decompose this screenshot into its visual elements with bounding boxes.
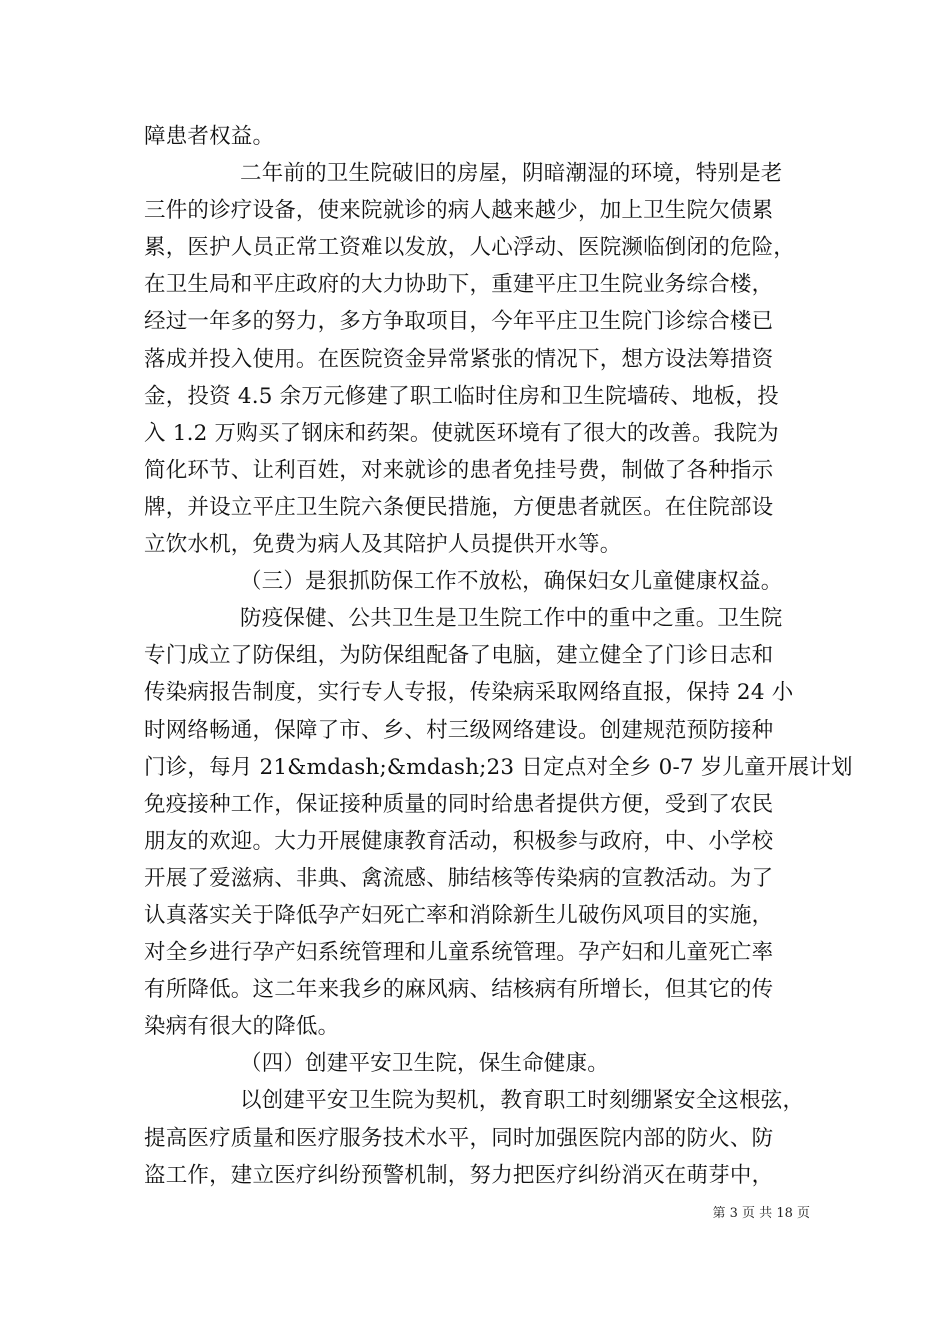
section-heading: （四）创建平安卫生院，保生命健康。 bbox=[240, 1051, 609, 1077]
text-line: 落成并投入使用。在医院资金异常紧张的情况下，想方设法筹措资 bbox=[144, 346, 774, 372]
text-line: 门诊，每月 21&mdash;&mdash;23 日定点对全乡 0-7 岁儿童开展计划 bbox=[144, 754, 853, 780]
text-line: 对全乡进行孕产妇系统管理和儿童系统管理。孕产妇和儿童死亡率 bbox=[144, 940, 774, 966]
text-line: 金，投资 4.5 余万元修建了职工临时住房和卫生院墙砖、地板，投 bbox=[144, 383, 779, 409]
text-line: 盗工作，建立医疗纠纷预警机制，努力把医疗纠纷消灭在萌芽中， bbox=[144, 1162, 774, 1188]
text-line: 三件的诊疗设备，使来院就诊的病人越来越少，加上卫生院欠债累 bbox=[144, 198, 774, 224]
text-line: 认真落实关于降低孕产妇死亡率和消除新生儿破伤风项目的实施， bbox=[144, 902, 774, 928]
text-line: 障患者权益。 bbox=[144, 124, 275, 149]
text-line: 朋友的欢迎。大力开展健康教育活动，积极参与政府，中、小学校 bbox=[144, 828, 774, 854]
text-line: 提高医疗质量和医疗服务技术水平，同时加强医院内部的防火、防 bbox=[144, 1125, 774, 1151]
paragraph-start: 防疫保健、公共卫生是卫生院工作中的重中之重。卫生院 bbox=[240, 606, 783, 632]
text-line: 传染病报告制度，实行专人专报，传染病采取网络直报，保持 24 小 bbox=[144, 680, 794, 706]
text-line: 简化环节、让利百姓，对来就诊的患者免挂号费，制做了各种指示 bbox=[144, 457, 774, 483]
text-line: 染病有很大的降低。 bbox=[144, 1014, 340, 1040]
text-line: 专门成立了防保组，为防保组配备了电脑，建立健全了门诊日志和 bbox=[144, 643, 774, 669]
section-heading: （三）是狠抓防保工作不放松，确保妇女儿童健康权益。 bbox=[240, 569, 783, 595]
text-line: 有所降低。这二年来我乡的麻风病、结核病有所增长，但其它的传 bbox=[144, 977, 774, 1003]
text-line: 经过一年多的努力，多方争取项目，今年平庄卫生院门诊综合楼已 bbox=[144, 309, 774, 335]
page-number-footer: 第 3 页 共 18 页 bbox=[712, 1206, 810, 1221]
text-line: 时网络畅通，保障了市、乡、村三级网络建设。创建规范预防接种 bbox=[144, 717, 774, 743]
paragraph-start: 以创建平安卫生院为契机，教育职工时刻绷紧安全这根弦， bbox=[240, 1088, 805, 1114]
text-line: 入 1.2 万购买了钢床和药架。使就医环境有了很大的改善。我院为 bbox=[144, 420, 779, 446]
text-line: 开展了爱滋病、非典、禽流感、肺结核等传染病的宣教活动。为了 bbox=[144, 865, 774, 891]
paragraph-start: 二年前的卫生院破旧的房屋，阴暗潮湿的环境，特别是老 bbox=[240, 161, 783, 187]
text-line: 在卫生局和平庄政府的大力协助下，重建平庄卫生院业务综合楼， bbox=[144, 272, 774, 298]
text-line: 立饮水机，免费为病人及其陪护人员提供开水等。 bbox=[144, 532, 622, 558]
document-body bbox=[144, 118, 853, 1194]
text-line: 免疫接种工作，保证接种质量的同时给患者提供方便，受到了农民 bbox=[144, 791, 774, 817]
text-line: 累，医护人员正常工资难以发放，人心浮动、医院濒临倒闭的危险， bbox=[144, 235, 796, 261]
text-line: 牌，并设立平庄卫生院六条便民措施，方便患者就医。在住院部设 bbox=[144, 494, 774, 520]
